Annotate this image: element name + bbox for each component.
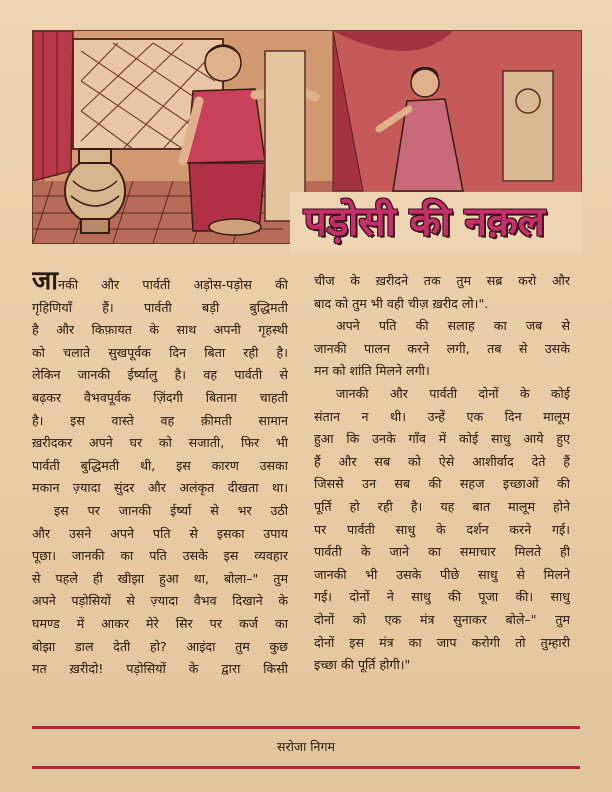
text-line: ख़रीदकर अपने घर को सजाती, फिर भी — [32, 435, 288, 451]
text-line: है। इस वास्ते वह क़ीमती सामान — [32, 412, 288, 428]
left-text-column — [32, 270, 288, 681]
author-name: सरोजा निगम — [277, 739, 335, 754]
text-line: घमण्ड में आकर मेरे सिर पर कर्ज का — [32, 615, 288, 631]
text-line: दोनों को एक मंत्र सुनाकर बोले–" तुम — [314, 611, 570, 627]
text-line: को चलाते सुखपूर्वक दिन बिता रही है। — [32, 344, 288, 360]
text-line: मत ख़रीदो! पड़ोसियों के द्वारा किसी — [32, 661, 288, 677]
text-line: चीज के ख़रीदने तक तुम सब्र करो और — [314, 273, 570, 288]
text-line: और उसने अपने पति से इसका उपाय — [32, 525, 288, 541]
footer-rule-top — [32, 726, 580, 729]
text-line: जानकी और पार्वती दोनों के कोई — [336, 385, 570, 401]
text-line: गृहिणियाँ हैं। पार्वती बड़ी बुद्धिमती — [32, 299, 288, 315]
text-line: पर पार्वती साधु के दर्शन करने गई। — [314, 521, 570, 537]
footer-rule-bottom — [32, 766, 580, 769]
text-line: पूछा। जानकी का पति उसके इस व्यवहार — [32, 548, 288, 564]
text-line: जिससे उन सब की सहज इच्छाओं की — [314, 476, 570, 492]
text-line: दोनों इस मंत्र का जाप करोगी तो तुम्हारी — [314, 634, 570, 650]
text-line: हैं और सब को ऐसे आशीर्वाद देते हैं — [314, 453, 570, 469]
text-line: जानकी और पार्वती अड़ोस-पड़ोस की — [32, 270, 288, 297]
text-line: बढ़कर वैभवपूर्वक ज़िंदगी बिताना चाहती — [32, 389, 288, 405]
text-line: मन को शांति मिलने लगी। — [314, 363, 430, 379]
text-line: इस पर जानकी ईर्ष्या से भर उठी — [54, 502, 288, 518]
text-line: इच्छा की पूर्ति होगी।" — [314, 657, 411, 673]
right-text-column — [314, 270, 570, 677]
text-line: हुआ कि उनके गाँव में कोई साधु आये हुए — [314, 431, 570, 447]
dropcap: जा — [32, 270, 59, 296]
text-line: से पहले ही खीझा हुआ था, बोला–" तुम — [32, 570, 288, 586]
text-line: है और किफ़ायत के साथ अपनी गृहस्थी — [32, 322, 288, 338]
text-line: बाद को तुम भी वही चीज़ ख़रीद लो।". — [314, 295, 489, 311]
text-line: बोझा डाल देती हो? आइंदा तुम कुछ — [32, 638, 288, 654]
text-line: लेकिन जानकी ईर्ष्यालु है। वह पार्वती से — [32, 367, 288, 383]
text-line: अपने पड़ोसियों से ज़्यादा वैभव दिखाने के — [32, 593, 288, 609]
text-line: मकान ज़्यादा सुंदर और अलंकृत दीखता था। — [32, 480, 288, 496]
text-line: जानकी पालन करने लगी, तब से उसके — [314, 340, 570, 356]
text-line: पार्वती के जाने का समाचार मिलते ही — [314, 544, 570, 560]
text-line: संतान न थी। उन्हें एक दिन मालूम — [314, 408, 570, 424]
text-line: पूर्ति हो रही है। यह बात मालूम होने — [314, 498, 570, 514]
text-line: जानकी भी उसके पीछे साधु से मिलने — [314, 566, 570, 582]
text-line: गई। दोनों ने साधु की पूजा की। साधु — [314, 589, 570, 605]
text-line: अपने पति की सलाह का जब से — [336, 318, 570, 334]
story-title: पड़ोसी की नक़ल — [304, 199, 545, 245]
text-line: पार्वती बुद्धिमती थी, इस कारण उसका — [32, 457, 288, 473]
